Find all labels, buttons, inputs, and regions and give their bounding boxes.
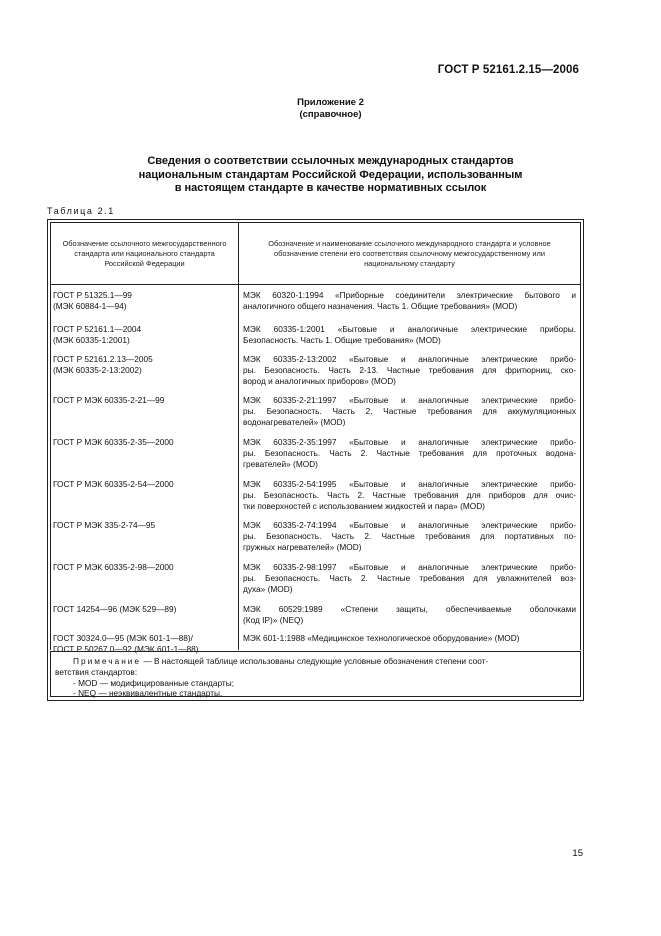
- header-national-standard: Обозначение ссылочного межгосударственного стандарта или национального стандарта Российской Федерации: [51, 223, 239, 284]
- cell-line: МЭК 60335-1:2001 «Бытовые и аналогичные электрические приборы.: [243, 324, 576, 334]
- cell-line: (МЭК 60335-2-13:2002): [53, 364, 142, 375]
- international-standard-cell: [243, 354, 576, 386]
- correspondence-table: [47, 219, 584, 701]
- cell-line: (Код IP)» (NEQ): [243, 614, 304, 625]
- cell-line: ры. Безопасность. Часть 2. Частные требования для проточных водона-: [243, 447, 576, 458]
- cell-line: ГОСТ 14254—96 (МЭК 529—89): [53, 604, 177, 614]
- international-standard-cell: [243, 395, 576, 427]
- title-line: национальным стандартам Российской Федерации, использованным: [138, 168, 523, 181]
- note-label: Примечание: [73, 656, 142, 666]
- cell-line: МЭК 60335-2-35:1997 «Бытовые и аналогичные электрические прибо-: [243, 437, 576, 447]
- national-standard-cell: [53, 290, 235, 312]
- annex-number: Приложение 2: [297, 97, 364, 108]
- cell-line: МЭК 601-1:1988 «Медицинское технологическое оборудование» (MOD): [243, 633, 520, 643]
- cell-line: аналогичного общего назначения. Часть 1. Общие требования» (MOD): [243, 300, 518, 311]
- international-standard-cell: [243, 437, 576, 469]
- cell-line: ГОСТ Р 52161.1—2004: [53, 324, 142, 334]
- table-caption: Таблица 2.1: [47, 206, 115, 216]
- cell-line: МЭК 60335-2-21:1997 «Бытовые и аналогичные электрические прибо-: [243, 395, 576, 405]
- cell-line: ры. Безопасность. Часть 2. Частные требования для приборов для очис-: [243, 489, 576, 500]
- cell-line: ГОСТ Р 52161.2.13—2005: [53, 354, 153, 364]
- international-standard-cell: [243, 479, 576, 511]
- annex-heading: [0, 97, 661, 121]
- national-standard-cell: [53, 604, 235, 615]
- note-text: [55, 656, 576, 667]
- cell-line: (МЭК 60884-1—94): [53, 300, 127, 311]
- table-header: [50, 222, 581, 285]
- international-standard-cell: [243, 324, 576, 346]
- cell-line: ГОСТ Р 51325.1—99: [53, 290, 132, 300]
- cell-line: (МЭК 60335-1:2001): [53, 334, 130, 345]
- title-line: в настоящем стандарте в качестве нормативных ссылок: [174, 182, 487, 194]
- international-standard-cell: [243, 520, 576, 552]
- note-text-1: — В настоящей таблице использованы следующие условные обозначения степени соот-: [141, 656, 489, 666]
- international-standard-cell: [243, 633, 576, 644]
- cell-line: ГОСТ Р МЭК 60335-2-35—2000: [53, 437, 174, 447]
- cell-line: ГОСТ 30324.0—95 (МЭК 601-1—88)/: [53, 633, 193, 643]
- international-standard-cell: [243, 290, 576, 312]
- cell-line: ГОСТ Р МЭК 60335-2-21—99: [53, 395, 165, 405]
- cell-line: ры. Безопасность. Часть 2. Частные требования для портативных по-: [243, 530, 576, 541]
- national-standard-cell: [53, 520, 235, 531]
- cell-line: ГОСТ Р МЭК 60335-2-54—2000: [53, 479, 174, 489]
- national-standard-cell: [53, 479, 235, 490]
- title-line: Сведения о соответствии ссылочных международных стандартов: [147, 155, 514, 167]
- note-text-2: ветствия стандартов:: [55, 666, 138, 677]
- annex-type: (справочное): [299, 109, 362, 120]
- cell-line: духа» (MOD): [243, 583, 293, 594]
- table-body: [50, 285, 581, 654]
- international-standard-cell: [243, 562, 576, 594]
- cell-line: ры. Безопасность. Часть 2. Частные требования для увлажнителей воз-: [243, 572, 576, 583]
- page-number: 15: [572, 848, 583, 859]
- cell-line: тки поверхностей с использованием жидкостей и пара» (MOD): [243, 500, 485, 511]
- note-item-neq: - NEQ — неэквивалентные стандарты.: [73, 688, 223, 699]
- national-standard-cell: [53, 354, 235, 376]
- cell-line: МЭК 60335-2-98:1997 «Бытовые и аналогичные электрические прибо-: [243, 562, 576, 572]
- header-international-standard: Обозначение и наименование ссылочного международного стандарта и условное обозначение степени его соответствия ссылочному межгосударственному или национальному стандарту: [268, 238, 551, 268]
- cell-line: гружных нагревателей» (MOD): [243, 541, 362, 552]
- cell-line: МЭК 60529:1989 «Степени защиты, обеспечиваемые оболочками: [243, 604, 576, 614]
- cell-line: ГОСТ Р МЭК 335-2-74—95: [53, 520, 156, 530]
- cell-line: ры. Безопасность. Часть 2-13. Частные требования для фритюрниц, ско-: [243, 364, 576, 375]
- national-standard-cell: [53, 437, 235, 448]
- table-note: [50, 651, 581, 697]
- cell-line: МЭК 60335-2-74:1994 «Бытовые и аналогичные электрические прибо-: [243, 520, 576, 530]
- national-standard-cell: [53, 562, 235, 573]
- column-divider: [238, 285, 239, 650]
- cell-line: ГОСТ Р МЭК 60335-2-98—2000: [53, 562, 174, 572]
- cell-line: ГОСТ Р 50267.0—92 (МЭК 601-1—88): [53, 643, 199, 654]
- cell-line: вород и аналогичных приборов» (MOD): [243, 375, 396, 386]
- document-code: ГОСТ Р 52161.2.15—2006: [437, 64, 579, 76]
- cell-line: водонагревателей» (MOD): [243, 416, 346, 427]
- section-title: [100, 155, 561, 196]
- national-standard-cell: [53, 324, 235, 346]
- cell-line: Безопасность. Часть 1. Общие требования» (MOD): [243, 334, 441, 345]
- international-standard-cell: [243, 604, 576, 626]
- note-item-mod: - MOD — модифицированные стандарты;: [73, 677, 235, 688]
- cell-line: ры. Безопасность. Часть 2. Частные требования для аккумуляционных: [243, 405, 576, 416]
- cell-line: МЭК 60335-2-13:2002 «Бытовые и аналогичные электрические прибо-: [243, 354, 576, 364]
- cell-line: МЭК 60320-1:1994 «Приборные соединители электрические бытового и: [243, 290, 576, 300]
- cell-line: МЭК 60335-2-54:1995 «Бытовые и аналогичные электрические прибо-: [243, 479, 576, 489]
- cell-line: гревателей» (MOD): [243, 458, 318, 469]
- national-standard-cell: [53, 395, 235, 406]
